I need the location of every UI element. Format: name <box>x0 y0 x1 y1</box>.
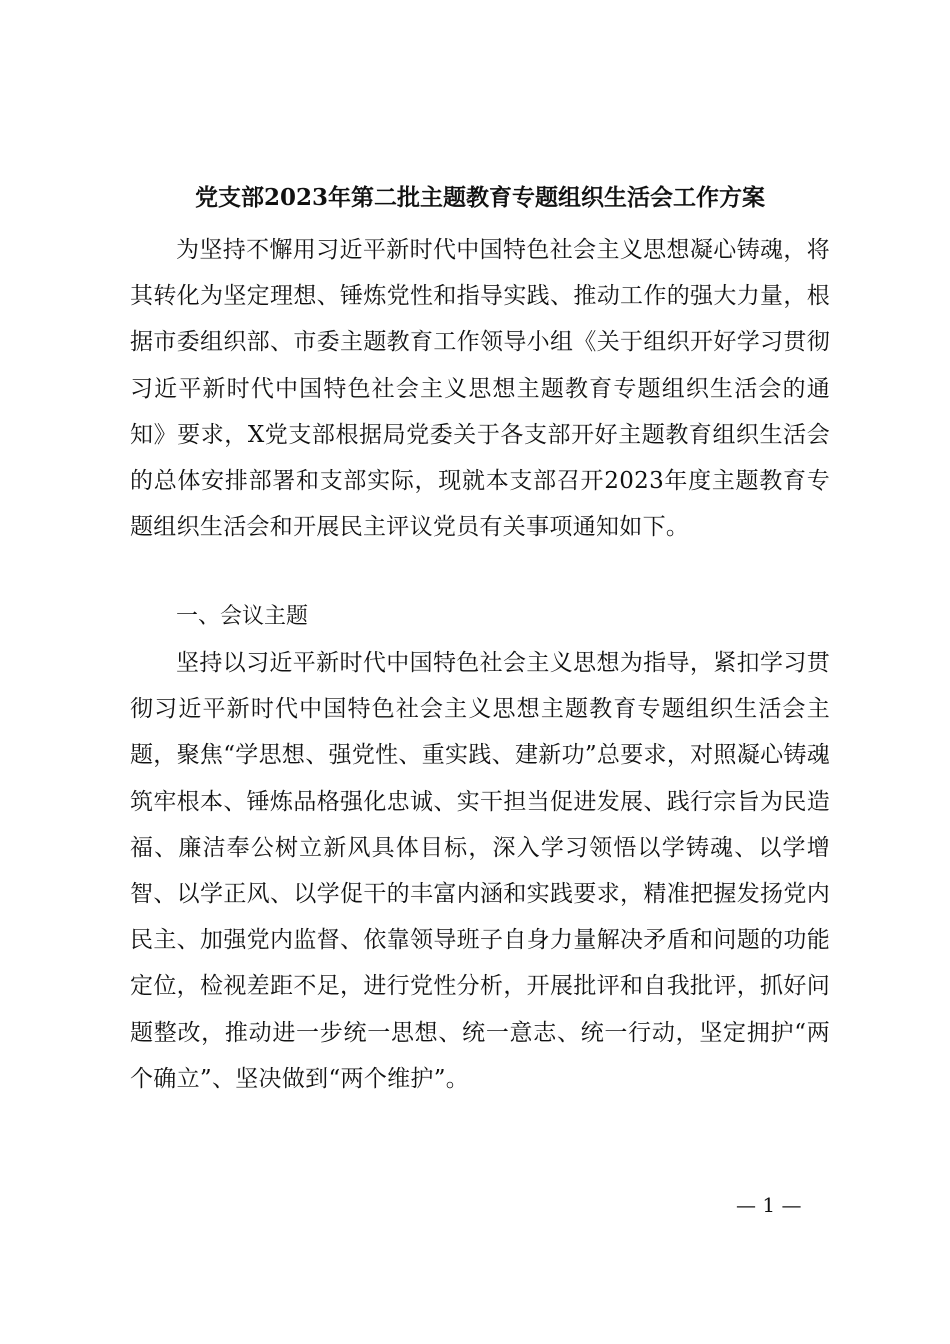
document-title: 党支部2023年第二批主题教育专题组织生活会工作方案 <box>194 184 765 211</box>
section-1-heading: 一、会议主题 <box>176 604 309 629</box>
intro-paragraph: 为坚持不懈用习近平新时代中国特色社会主义思想凝心铸魂，将其转化为坚定理想、锤炼党性和指导实践、推动工作的强大力量，根据市委组织部、市委主题教育工作领导小组《关于组织开好学习贯彻习近平新时代中国特色社会主义思想主题教育专题组织生活会的通知》要求，X党支部根据局党委关于各支部开好主题教育组织生活会的总体安排部署和支部实际，现就本支部召开2023年度主题教育专题组织生活会和开展民主评议党员有关事项通知如下。 <box>130 237 830 541</box>
page-number: — 1 — <box>736 1193 802 1217</box>
section-1-paragraph: 坚持以习近平新时代中国特色社会主义思想为指导，紧扣学习贯彻习近平新时代中国特色社会主义思想主题教育专题组织生活会主题，聚焦“学思想、强党性、重实践、建新功”总要求，对照凝心铸魂筑牢根本、锤炼品格强化忠诚、实干担当促进发展、践行宗旨为民造福、廉洁奉公树立新风具体目标，深入学习领悟以学铸魂、以学增智、以学正风、以学促干的丰富内涵和实践要求，精准把握发扬党内民主、加强党内监督、依靠领导班子自身力量解决矛盾和问题的功能定位，检视差距不足，进行党性分析，开展批评和自我批评，抓好问题整改，推动进一步统一思想、统一意志、统一行动，坚定拥护“两个确立”、坚决做到“两个维护”。 <box>130 650 830 1092</box>
